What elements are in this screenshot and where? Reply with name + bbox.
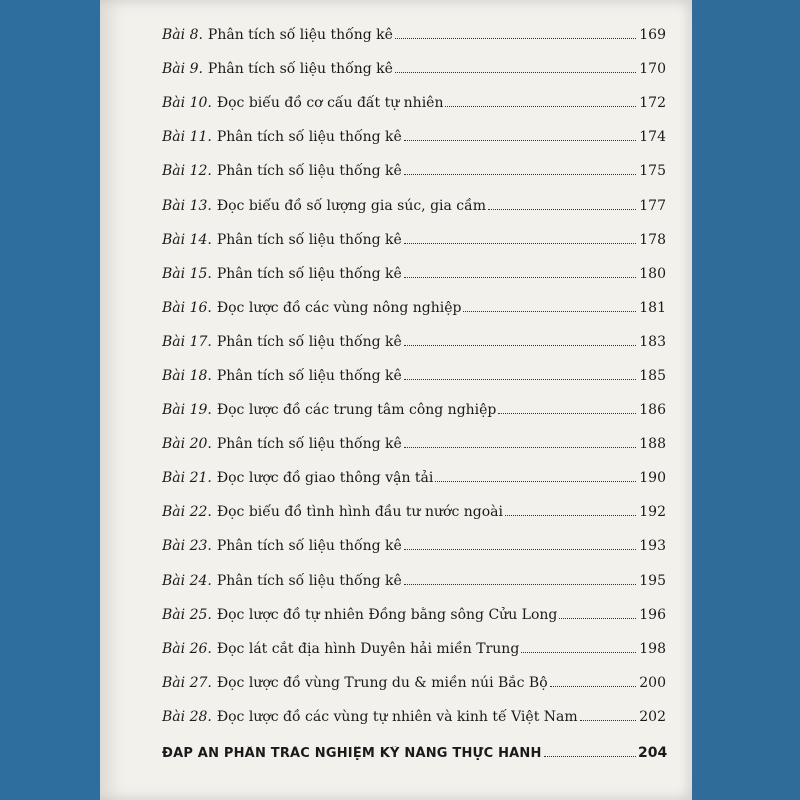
leader-dots	[404, 243, 636, 244]
leader-dots	[435, 481, 636, 482]
lesson-title: Đọc lược đồ các trung tâm công nghiệp	[216, 402, 497, 419]
leader-dots	[559, 618, 636, 619]
lesson-title: Đọc lược đồ các vùng nông nghiệp	[216, 299, 462, 316]
lesson-title: Đọc biểu đồ cơ cấu đất tự nhiên	[216, 95, 444, 112]
lesson-number: Bài 13.	[162, 197, 212, 214]
lesson-number: Bài 8.	[162, 27, 203, 44]
toc-entry	[162, 223, 666, 257]
lesson-number: Bài 15.	[162, 265, 212, 282]
page-number: 185	[639, 367, 666, 384]
leader-dots	[404, 447, 636, 448]
answer-key-title: ĐÁP ÁN PHẦN TRẮC NGHIỆM KỸ NĂNG THỰC HÀNH	[162, 745, 542, 761]
page-number: 196	[639, 606, 666, 623]
toc-entry	[162, 257, 666, 291]
page-number: 181	[639, 299, 666, 316]
lesson-title: Phân tích số liệu thống kê	[216, 163, 402, 180]
toc-entry	[162, 598, 666, 632]
lesson-title: Phân tích số liệu thống kê	[207, 61, 393, 78]
leader-dots	[445, 106, 636, 107]
toc-entry	[162, 393, 666, 427]
leader-dots	[395, 38, 636, 39]
page-number: 169	[639, 27, 666, 44]
leader-dots	[404, 584, 636, 585]
lesson-number: Bài 21.	[162, 470, 212, 487]
page-number: 200	[639, 674, 666, 691]
page-number: 170	[639, 61, 666, 78]
lesson-number: Bài 9.	[162, 61, 203, 78]
lesson-title: Phân tích số liệu thống kê	[216, 538, 402, 555]
leader-dots	[505, 515, 636, 516]
lesson-number: Bài 14.	[162, 231, 212, 248]
book-cover-right-edge	[688, 0, 800, 800]
lesson-title: Phân tích số liệu thống kê	[216, 333, 402, 350]
page-number: 177	[639, 197, 666, 214]
lesson-number: Bài 20.	[162, 436, 212, 453]
leader-dots	[580, 720, 636, 721]
leader-dots	[544, 756, 636, 757]
lesson-number: Bài 25.	[162, 606, 212, 623]
toc-entry-answer-key	[162, 736, 666, 770]
toc-entry	[162, 495, 666, 529]
lesson-number: Bài 10.	[162, 95, 212, 112]
lesson-number: Bài 26.	[162, 640, 212, 657]
lesson-title: Đọc lát cắt địa hình Duyên hải miền Trung	[216, 640, 520, 657]
table-of-contents	[162, 18, 666, 770]
lesson-title: Đọc biểu đồ tình hình đầu tư nước ngoài	[216, 504, 503, 521]
lesson-title: Phân tích số liệu thống kê	[216, 572, 402, 589]
toc-entry	[162, 564, 666, 598]
lesson-title: Đọc biểu đồ số lượng gia súc, gia cầm	[216, 197, 487, 214]
page-number: 175	[639, 163, 666, 180]
leader-dots	[488, 209, 636, 210]
leader-dots	[404, 140, 636, 141]
lesson-number: Bài 18.	[162, 367, 212, 384]
lesson-title: Đọc lược đồ tự nhiên Đồng bằng sông Cửu Long	[216, 606, 558, 623]
page-number: 202	[639, 708, 666, 725]
page-number: 192	[639, 504, 666, 521]
book-page	[100, 0, 692, 800]
page-number: 178	[639, 231, 666, 248]
leader-dots	[404, 379, 636, 380]
toc-entry	[162, 188, 666, 222]
page-number: 195	[639, 572, 666, 589]
lesson-title: Phân tích số liệu thống kê	[216, 436, 402, 453]
leader-dots	[404, 345, 636, 346]
toc-entry	[162, 52, 666, 86]
leader-dots	[550, 686, 636, 687]
toc-entry	[162, 666, 666, 700]
toc-entry	[162, 359, 666, 393]
page-number: 204	[638, 745, 668, 762]
leader-dots	[404, 549, 636, 550]
lesson-number: Bài 24.	[162, 572, 212, 589]
toc-entry	[162, 461, 666, 495]
page-number: 186	[639, 402, 666, 419]
lesson-number: Bài 11.	[162, 129, 212, 146]
toc-entry	[162, 86, 666, 120]
page-number: 193	[639, 538, 666, 555]
lesson-number: Bài 28.	[162, 708, 212, 725]
toc-entry	[162, 325, 666, 359]
lesson-title: Phân tích số liệu thống kê	[216, 367, 402, 384]
lesson-number: Bài 16.	[162, 299, 212, 316]
toc-entry	[162, 18, 666, 52]
page-number: 183	[639, 333, 666, 350]
leader-dots	[463, 311, 636, 312]
leader-dots	[521, 652, 636, 653]
lesson-title: Phân tích số liệu thống kê	[216, 265, 402, 282]
leader-dots	[404, 174, 636, 175]
lesson-title: Đọc lược đồ giao thông vận tải	[216, 470, 434, 487]
page-number: 198	[639, 640, 666, 657]
book-cover-left-edge	[0, 0, 100, 800]
lesson-number: Bài 12.	[162, 163, 212, 180]
page-number: 172	[639, 95, 666, 112]
page-number: 190	[639, 470, 666, 487]
toc-entry	[162, 632, 666, 666]
leader-dots	[404, 277, 636, 278]
page-number: 180	[639, 265, 666, 282]
lesson-title: Đọc lược đồ vùng Trung du & miền núi Bắc Bộ	[216, 674, 548, 691]
toc-entry	[162, 154, 666, 188]
lesson-title: Phân tích số liệu thống kê	[216, 231, 402, 248]
lesson-title: Phân tích số liệu thống kê	[207, 27, 393, 44]
toc-entry	[162, 427, 666, 461]
page-number: 174	[639, 129, 666, 146]
lesson-number: Bài 27.	[162, 674, 212, 691]
lesson-title: Phân tích số liệu thống kê	[216, 129, 402, 146]
toc-entry	[162, 291, 666, 325]
page-number: 188	[639, 436, 666, 453]
lesson-number: Bài 17.	[162, 333, 212, 350]
toc-entry	[162, 529, 666, 563]
lesson-number: Bài 23.	[162, 538, 212, 555]
toc-entry	[162, 120, 666, 154]
lesson-number: Bài 22.	[162, 504, 212, 521]
toc-entry	[162, 700, 666, 734]
lesson-number: Bài 19.	[162, 402, 212, 419]
lesson-title: Đọc lược đồ các vùng tự nhiên và kinh tế Việt Nam	[216, 708, 578, 725]
leader-dots	[395, 72, 636, 73]
leader-dots	[498, 413, 636, 414]
